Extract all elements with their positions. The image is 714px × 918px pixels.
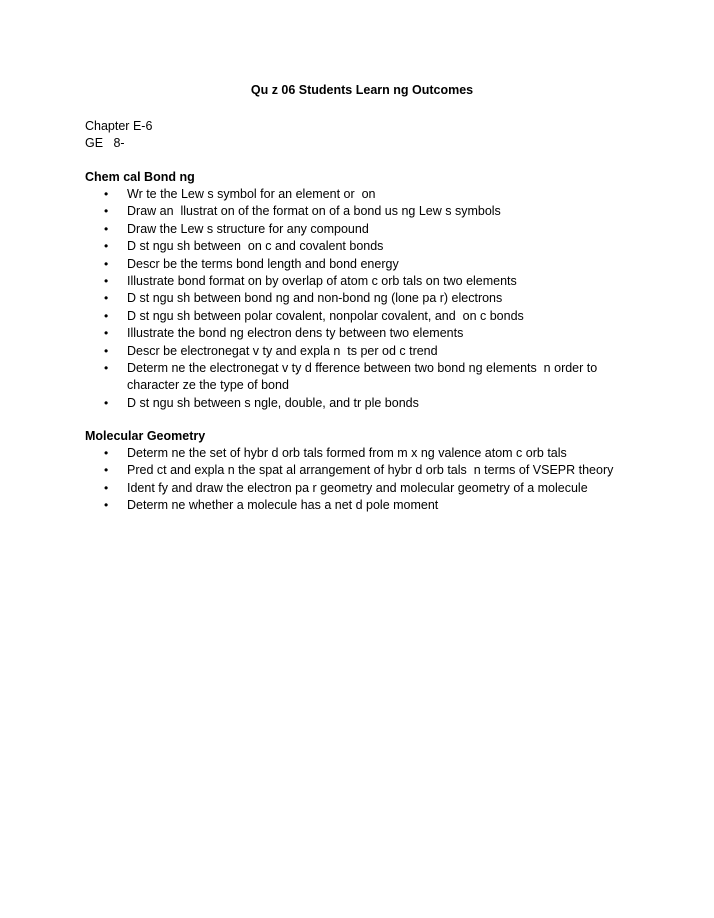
list-item-text: D st ngu sh between on c and covalent bonds [127, 239, 384, 254]
outcome-list [85, 186, 625, 412]
list-item [85, 308, 625, 325]
outcome-list [85, 445, 625, 515]
list-item-text: Descr be the terms bond length and bond energy [127, 256, 399, 271]
chapter-label: Chapter E-6 [85, 119, 153, 133]
bullet-icon: • [104, 326, 109, 341]
bullet-icon: • [104, 480, 109, 495]
bullet-icon: • [104, 343, 109, 358]
list-item [85, 186, 625, 203]
list-item [85, 497, 625, 514]
list-item-text: Illustrate the bond ng electron dens ty between two elements [127, 326, 464, 341]
list-item [85, 360, 625, 395]
list-item-text: D st ngu sh between s ngle, double, and tr ple bonds [127, 395, 419, 410]
list-item-text: Descr be electronegat v ty and expla n ts per od c trend [127, 343, 438, 358]
section-heading: Chem cal Bond ng [85, 170, 195, 184]
list-item [85, 203, 625, 220]
ge-label: GE 8- [85, 136, 125, 150]
page-title: Qu z 06 Students Learn ng Outcomes [250, 83, 474, 97]
list-item-text: Ident fy and draw the electron pa r geometry and molecular geometry of a molecule [127, 480, 588, 495]
section-chemical-bonding [85, 169, 625, 412]
list-item [85, 238, 625, 255]
bullet-icon: • [104, 274, 109, 289]
bullet-icon: • [104, 221, 109, 236]
list-item [85, 256, 625, 273]
bullet-icon: • [104, 395, 109, 410]
section-heading: Molecular Geometry [85, 429, 206, 443]
list-item [85, 273, 625, 290]
list-item [85, 480, 625, 497]
list-item [85, 462, 625, 479]
list-item-text: Illustrate bond format on by overlap of atom c orb tals on two elements [127, 274, 517, 289]
list-item [85, 343, 625, 360]
bullet-icon: • [104, 446, 109, 460]
list-item-text: Draw an llustrat on of the format on of a bond us ng Lew s symbols [127, 204, 501, 219]
list-item [85, 221, 625, 238]
list-item-text: D st ngu sh between polar covalent, nonpolar covalent, and on c bonds [127, 308, 524, 323]
bullet-icon: • [104, 361, 109, 376]
list-item-text: Determ ne the electronegat v ty d fference between two bond ng elements n order to character ze the type of bond [127, 361, 601, 393]
bullet-icon: • [104, 187, 109, 201]
bullet-icon: • [104, 498, 109, 513]
bullet-icon: • [104, 256, 109, 271]
list-item [85, 445, 625, 462]
list-item-text: Draw the Lew s structure for any compound [127, 221, 369, 236]
list-item [85, 325, 625, 342]
list-item-text: Wr te the Lew s symbol for an element or on [127, 187, 376, 201]
list-item-text: Pred ct and expla n the spat al arrangement of hybr d orb tals n terms of VSEPR theory [127, 463, 614, 478]
document-meta [85, 118, 152, 152]
list-item [85, 290, 625, 307]
bullet-icon: • [104, 239, 109, 254]
bullet-icon: • [104, 463, 109, 478]
bullet-icon: • [104, 204, 109, 219]
bullet-icon: • [104, 308, 109, 323]
list-item-text: D st ngu sh between bond ng and non-bond ng (lone pa r) electrons [127, 291, 503, 306]
list-item [85, 395, 625, 412]
list-item-text: Determ ne the set of hybr d orb tals formed from m x ng valence atom c orb tals [127, 446, 567, 460]
bullet-icon: • [104, 291, 109, 306]
section-molecular-geometry [85, 428, 625, 515]
list-item-text: Determ ne whether a molecule has a net d pole moment [127, 498, 439, 513]
